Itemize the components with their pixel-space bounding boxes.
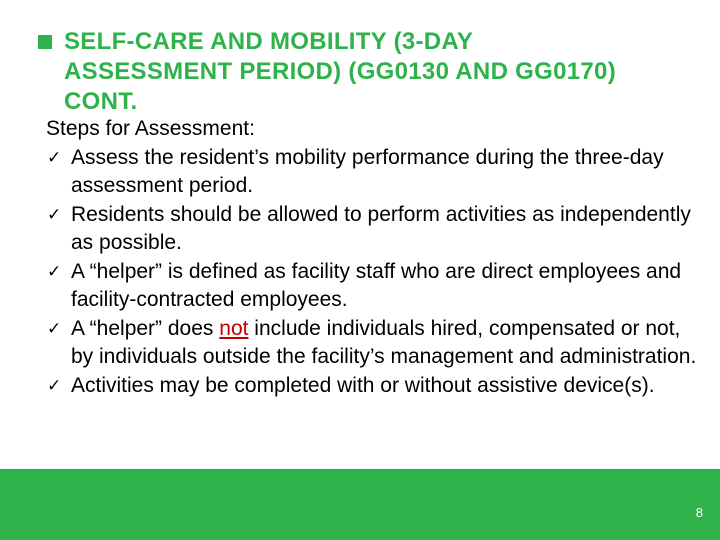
title-line: SELF-CARE AND MOBILITY (3-DAY [64, 28, 474, 55]
checkmark-icon: ✓ [47, 261, 62, 282]
steps-heading: Steps for Assessment: [46, 117, 255, 140]
checkmark-icon: ✓ [47, 375, 62, 396]
title-line: CONT. [64, 88, 138, 115]
steps-list [46, 144, 706, 401]
list-item [46, 144, 706, 201]
checkmark-icon: ✓ [47, 204, 62, 225]
title-bullet-square [38, 35, 52, 49]
list-item-text-end: include individuals hired, compensated or not, by individuals outside the facility’s management and administration. [71, 316, 697, 368]
footer-bar [0, 469, 720, 540]
slide-body [46, 115, 706, 400]
slide-title [64, 27, 704, 117]
emphasized-word: not [219, 316, 249, 340]
list-item [46, 372, 706, 401]
list-item-text: Activities may be completed with or without assistive device(s). [71, 373, 655, 397]
list-item [46, 201, 706, 258]
checkmark-icon: ✓ [47, 318, 62, 339]
list-item-text-start: A “helper” does [71, 316, 220, 340]
list-item-text: A “helper” is defined as facility staff who are direct employees and facility-contracted employees. [71, 259, 682, 311]
list-item-text: Assess the resident’s mobility performance during the three-day assessment period. [71, 145, 664, 197]
checkmark-icon: ✓ [47, 147, 62, 168]
list-item [46, 315, 706, 372]
page-number: 8 [695, 505, 703, 520]
list-item-text: Residents should be allowed to perform activities as independently as possible. [71, 202, 691, 254]
title-line: ASSESSMENT PERIOD) (GG0130 AND GG0170) [64, 58, 616, 85]
list-item [46, 258, 706, 315]
